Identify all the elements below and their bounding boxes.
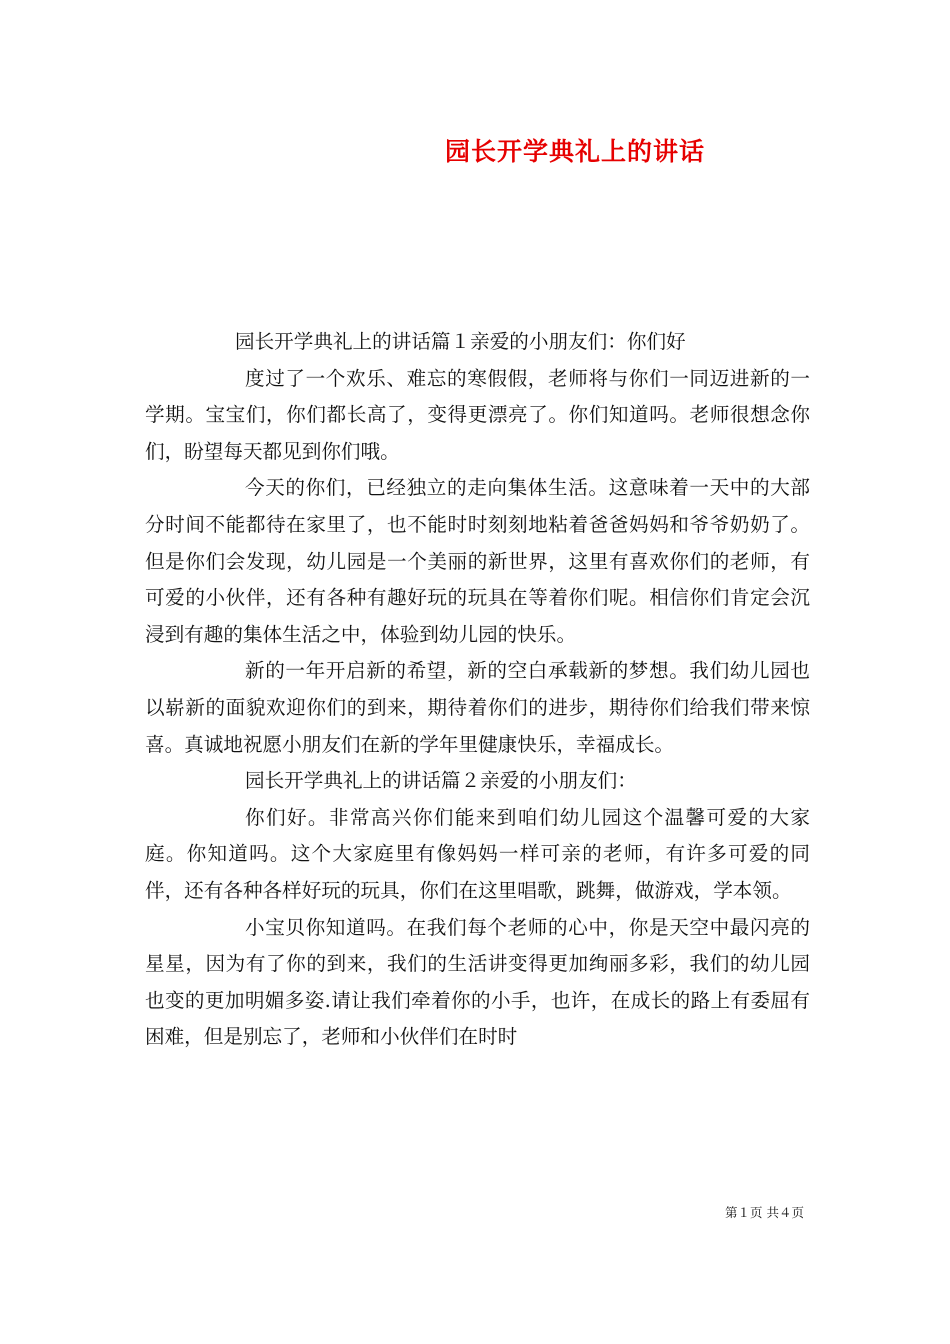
document-body <box>145 324 810 1056</box>
paragraph: 新的一年开启新的希望，新的空白承载新的梦想。我们幼儿园也以崭新的面貌欢迎你们的到来，期待着你们的进步，期待你们给我们带来惊喜。真诚地祝愿小朋友们在新的学年里健康快乐，幸福成长。 <box>145 659 810 756</box>
paragraph: 园长开学典礼上的讲话篇２亲爱的小朋友们： <box>245 769 637 793</box>
paragraph: 园长开学典礼上的讲话篇１亲爱的小朋友们：你们好 <box>235 330 686 353</box>
page-number-footer: 第１页 共４页 <box>725 1205 804 1220</box>
document-title: 园长开学典礼上的讲话 <box>444 137 705 166</box>
paragraph: 你们好。非常高兴你们能来到咱们幼儿园这个温馨可爱的大家庭。你知道吗。这个大家庭里有像妈妈一样可亲的老师，有许多可爱的同伴，还有各种各样好玩的玩具，你们在这里唱歌，跳舞，做游戏，学本领。 <box>145 805 810 902</box>
paragraph: 今天的你们，已经独立的走向集体生活。这意味着一天中的大部分时间不能都待在家里了，也不能时时刻刻地粘着爸爸妈妈和爷爷奶奶了。但是你们会发现，幼儿园是一个美丽的新世界，这里有喜欢你们的老师，有可爱的小伙伴，还有各种有趣好玩的玩具在等着你们呢。相信你们肯定会沉浸到有趣的集体生活之中，体验到幼儿园的快乐。 <box>145 476 810 646</box>
paragraph: 小宝贝你知道吗。在我们每个老师的心中，你是天空中最闪亮的星星，因为有了你的到来，我们的生活讲变得更加绚丽多彩，我们的幼儿园也变的更加明媚多姿.请让我们牵着你的小手，也许，在成长的路上有委屈有困难，但是别忘了，老师和小伙伴们在时时 <box>145 915 810 1049</box>
paragraph: 度过了一个欢乐、难忘的寒假假，老师将与你们一同迈进新的一学期。宝宝们，你们都长高了，变得更漂亮了。你们知道吗。老师很想念你们，盼望每天都见到你们哦。 <box>145 366 810 463</box>
